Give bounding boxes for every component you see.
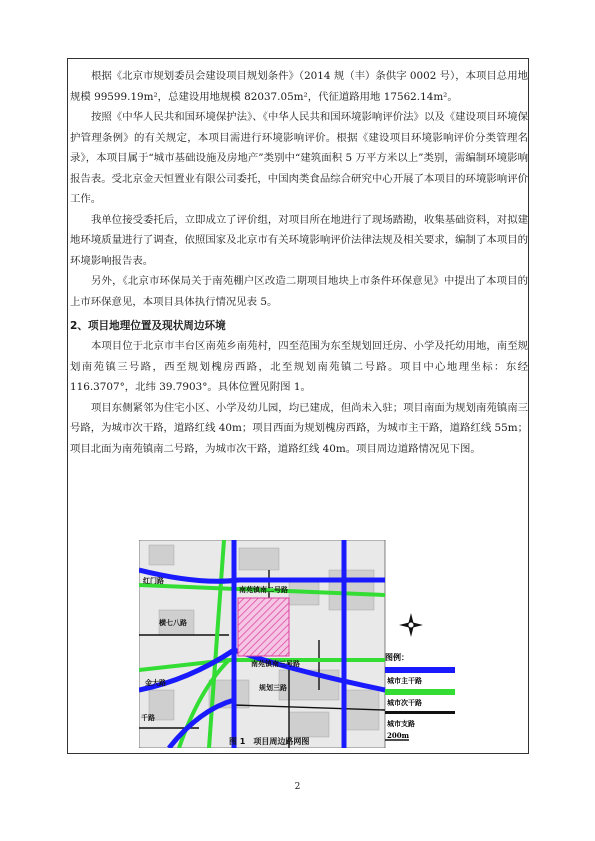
legend-label-main: 城市主干路: [387, 677, 422, 685]
document-body: [70, 66, 528, 459]
paragraph-location: 本项目位于北京市丰台区南苑乡南苑村，四至范围为东至规划回迁房、小学及托幼用地，南至规划南苑镇三号路，西至规划槐房西路，北至规划南苑镇二号路。项目中心地理坐标：东经 116.3707°，北纬 39.7903°。具体位置见附图 1。: [70, 340, 528, 393]
road-label: 南苑镇南三号路: [251, 660, 300, 668]
scale-label: 200m: [387, 731, 410, 740]
road-label: 金大路: [145, 679, 166, 687]
road-label: 红门路: [143, 577, 164, 585]
road-label: 千路: [141, 714, 155, 722]
legend-label-secondary: 城市次干路: [387, 699, 422, 707]
legend-swatch-secondary: [385, 689, 455, 695]
map-legend: [385, 613, 455, 740]
paragraph-assessment: 我单位接受委托后，立即成立了评价组，对项目所在地进行了现场踏勘，收集基础资料，对拟建地环境质量进行了调查，依照国家及北京市有关环境影响评价法律法规及相关要求，编制了本项目的环境影响报告表。: [70, 213, 528, 267]
legend-title: 图例：: [385, 653, 409, 662]
road-label: 南苑镇南二号路: [239, 586, 288, 594]
north-arrow-icon: [399, 613, 423, 637]
paragraph-opinion: 另外，《北京市环保局关于南苑棚户区改造二期项目地块上市条件环保意见》中提出了本项目的上市环保意见，本项目具体执行情况见表 5。: [70, 275, 528, 308]
paragraph-surroundings: 项目东侧紧邻为住宅小区、小学及幼儿园，均已建成，但尚未入驻；项目南面为规划南苑镇南三号路，为城市次干路，道路红线 40m；项目西面为规划槐房西路，为城市主干路，道路红线 55m；项目北面为南苑镇南二号路，为城市次干路，道路红线 40m。项目周边道路情况见下图。: [70, 401, 528, 455]
road-network-map: [139, 540, 457, 748]
section-heading: 2、项目地理位置及现状周边环境: [70, 320, 226, 332]
page-number: 2: [294, 782, 301, 792]
paragraph-laws: 按照《中华人民共和国环境保护法》、《中华人民共和国环境影响评价法》以及《建设项目环境保护管理条例》的有关规定，本项目需进行环境影响评价。根据《建设项目环境影响评价分类管理名录》，本项目属于“城市基础设施及房地产”类别中“建筑面积 5 万平方米以上”类别，需编制环境影响报告表。受北京金天恒置业有限公司委托，中国肉类食品综合研究中心开展了本项目的环境影响评价工作。: [70, 111, 528, 205]
map-caption: 图 1 项目周边路网图: [229, 737, 310, 746]
legend-label-branch: 城市支路: [387, 720, 415, 728]
road-label: 横七八路: [159, 619, 187, 627]
legend-swatch-main: [385, 667, 455, 673]
road-label: 规划三路: [259, 684, 287, 692]
paragraph-planning: 根据《北京市规划委员会建设项目规划条件》（2014 规（丰）条供字 0002 号），本项目总用地规模 99599.19m²，总建设用地规模 82037.05m²，代征道路用地 17562.14m²。: [70, 70, 528, 103]
legend-swatch-branch: [385, 711, 455, 714]
